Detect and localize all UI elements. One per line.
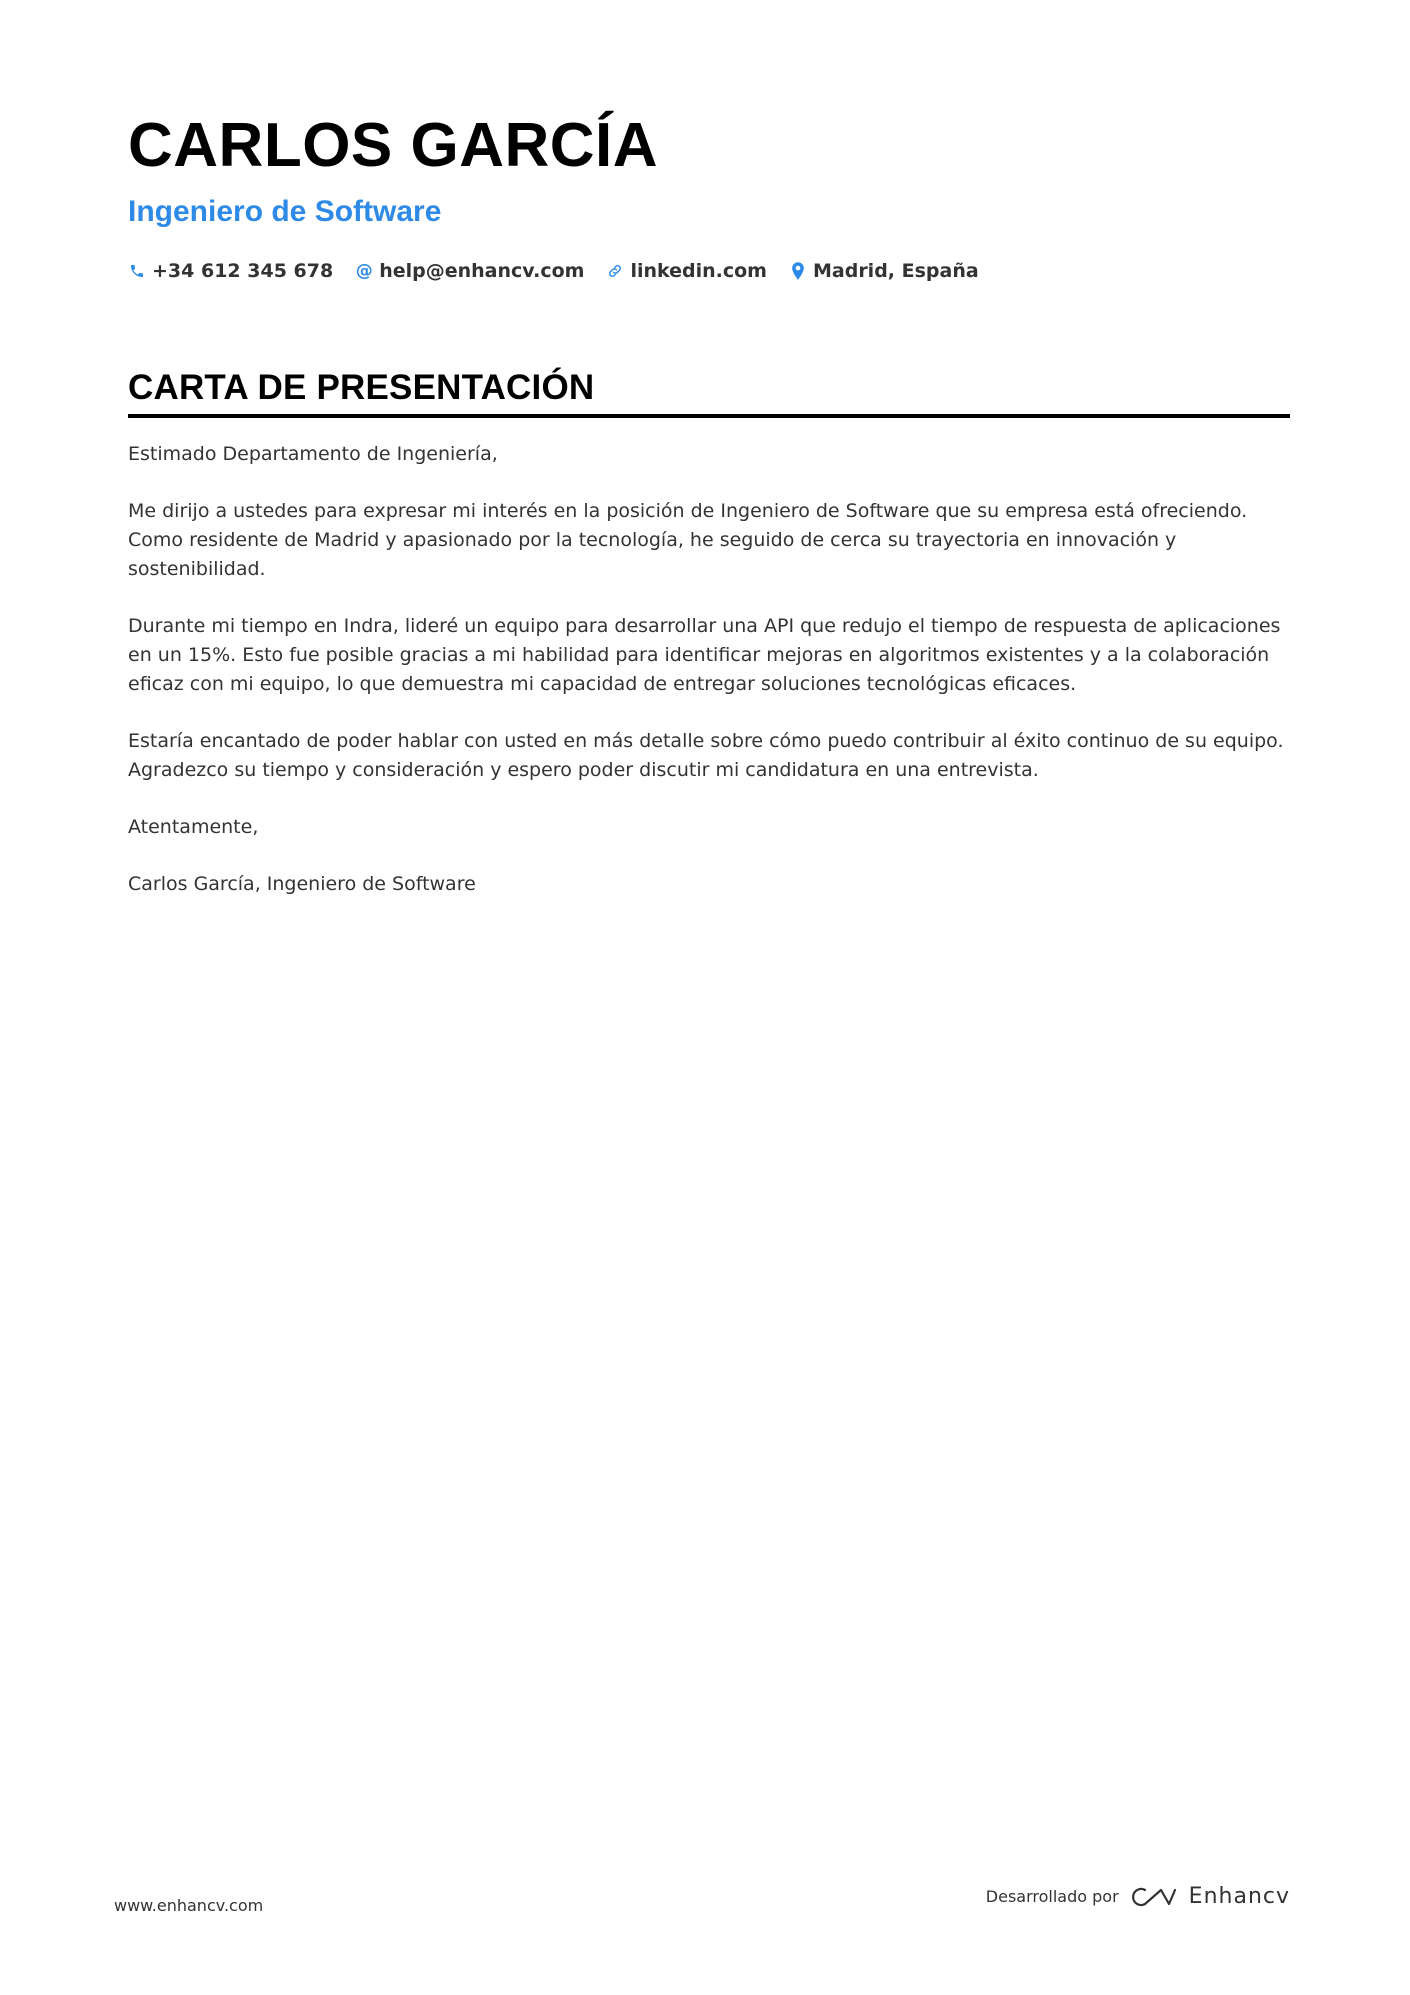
letter-closing: Atentamente,: [128, 816, 259, 838]
letter-signature: Carlos García, Ingeniero de Software: [128, 873, 476, 895]
contact-website: [606, 260, 767, 282]
location-pin-icon: [789, 262, 807, 280]
website-text[interactable]: linkedin.com: [630, 260, 767, 282]
phone-icon: [128, 262, 146, 280]
letter-paragraph: Durante mi tiempo en Indra, lideré un equipo para desarrollar una API que redujo el tiempo de respuesta de aplicaciones en un 15%. Esto fue posible gracias a mi habilidad para identificar mejoras en algoritmos existentes y a la colaboración eficaz con mi equipo, lo que demuestra mi capacidad de entregar soluciones tecnológicas eficaces.: [128, 615, 1281, 695]
header: [128, 108, 1288, 282]
location-text: Madrid, España: [812, 260, 979, 282]
footer-url[interactable]: www.enhancv.com: [114, 1896, 264, 1915]
enhancv-logo-icon: [1131, 1885, 1177, 1909]
letter-paragraph: Me dirijo a ustedes para expresar mi interés en la posición de Ingeniero de Software que su empresa está ofreciendo. Como residente de Madrid y apasionado por la tecnología, he seguido de cerca su trayectoria en innovación y sostenibilidad.: [128, 500, 1248, 580]
letter-paragraph: Estaría encantado de poder hablar con usted en más detalle sobre cómo puedo contribuir al éxito continuo de su equipo. Agradezco su tiempo y consideración y espero poder discutir mi candidatura en una entrevista.: [128, 730, 1284, 781]
letter-greeting: Estimado Departamento de Ingeniería,: [128, 443, 498, 465]
contact-email: [355, 260, 584, 282]
candidate-name: CARLOS GARCÍA: [128, 111, 659, 180]
email-text[interactable]: help@enhancv.com: [379, 260, 585, 282]
letter-body: [128, 440, 1298, 927]
section-title: CARTA DE PRESENTACIÓN: [128, 364, 1290, 418]
phone-text[interactable]: +34 612 345 678: [152, 260, 334, 282]
candidate-role: Ingeniero de Software: [128, 195, 442, 228]
at-icon: @: [355, 261, 373, 281]
contact-list: [128, 260, 1288, 282]
contact-location: [789, 260, 979, 282]
link-icon: [606, 262, 624, 280]
powered-by-label: Desarrollado por: [985, 1887, 1119, 1906]
brand-name: Enhancv: [1188, 1884, 1290, 1909]
contact-phone: [128, 260, 333, 282]
footer-branding: [986, 1884, 1290, 1909]
